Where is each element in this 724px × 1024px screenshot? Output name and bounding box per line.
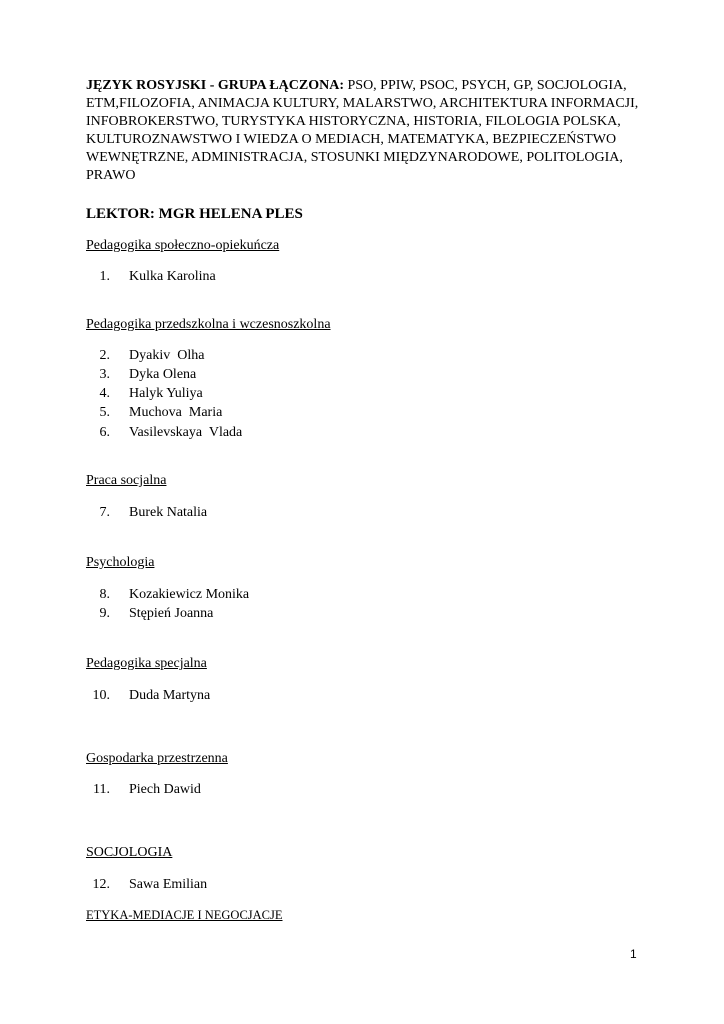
student-name: Piech Dawid (129, 782, 201, 797)
item-number: 6. (99, 425, 110, 440)
list-item (86, 688, 486, 706)
list-item (86, 587, 486, 605)
section-title: ETYKA-MEDIACJE I NEGOCJACJE (86, 908, 283, 922)
section-title: Psychologia (86, 555, 155, 570)
item-number: 1. (99, 269, 110, 284)
student-name: Vasilevskaya Vlada (129, 425, 243, 440)
page-number: 1 (630, 947, 637, 961)
item-number: 12. (92, 877, 110, 892)
student-name: Burek Natalia (129, 505, 208, 520)
item-number: 4. (99, 386, 110, 401)
student-name: Muchova Maria (129, 405, 223, 420)
list-item (86, 348, 486, 366)
section-title: Pedagogika specjalna (86, 656, 207, 671)
item-number: 9. (99, 606, 110, 621)
section-title: Praca socjalna (86, 473, 167, 488)
list-item (86, 405, 486, 423)
item-number: 3. (99, 367, 110, 382)
list-item (86, 386, 486, 404)
student-name: Duda Martyna (129, 688, 211, 703)
item-number: 11. (93, 782, 110, 797)
student-name: Dyka Olena (129, 367, 197, 382)
lecturer-line: LEKTOR: MGR HELENA PLES (86, 206, 303, 222)
list-item (86, 877, 486, 895)
item-number: 5. (99, 405, 110, 420)
student-name: Halyk Yuliya (129, 386, 203, 401)
list-item (86, 505, 486, 523)
list-item (86, 367, 486, 385)
item-number: 2. (99, 348, 110, 363)
section-title: Pedagogika społeczno-opiekuńcza (86, 238, 280, 253)
item-number: 10. (92, 688, 110, 703)
list-item (86, 269, 486, 287)
item-number: 7. (99, 505, 110, 520)
student-name: Sawa Emilian (129, 877, 208, 892)
section-title: Gospodarka przestrzenna (86, 751, 228, 766)
list-item (86, 782, 486, 800)
student-name: Stępień Joanna (129, 606, 214, 621)
heading-language: JĘZYK ROSYJSKI - (86, 78, 218, 93)
document-heading (86, 77, 646, 185)
student-name: Kozakiewicz Monika (129, 587, 250, 602)
list-item (86, 425, 486, 443)
section-title: Pedagogika przedszkolna i wczesnoszkolna (86, 317, 331, 332)
heading-group-label: GRUPA ŁĄCZONA: (217, 78, 344, 93)
heading-group-list: PSO, PPIW, PSOC, PSYCH, GP, SOCJOLOGIA, ETM,FILOZOFIA, ANIMACJA KULTURY, MALARSTWO, ARCHITEKTURA INFORMACJI, INFOBROKERSTWO, TURYSTYKA HISTORYCZNA, HISTORIA, FILOLOGIA POLSKA, KULTUROZNAWSTWO I WIEDZA O MEDIACH, MATEMATYKA, BEZPIECZEŃSTWO WEWNĘTRZNE, ADMINISTRACJA, STOSUNKI MIĘDZYNARODOWE, POLITOLOGIA, PRAWO (86, 78, 639, 183)
student-name: Dyakiv Olha (129, 348, 205, 363)
section-title: SOCJOLOGIA (86, 845, 173, 860)
list-item (86, 606, 486, 624)
student-name: Kulka Karolina (129, 269, 216, 284)
item-number: 8. (99, 587, 110, 602)
